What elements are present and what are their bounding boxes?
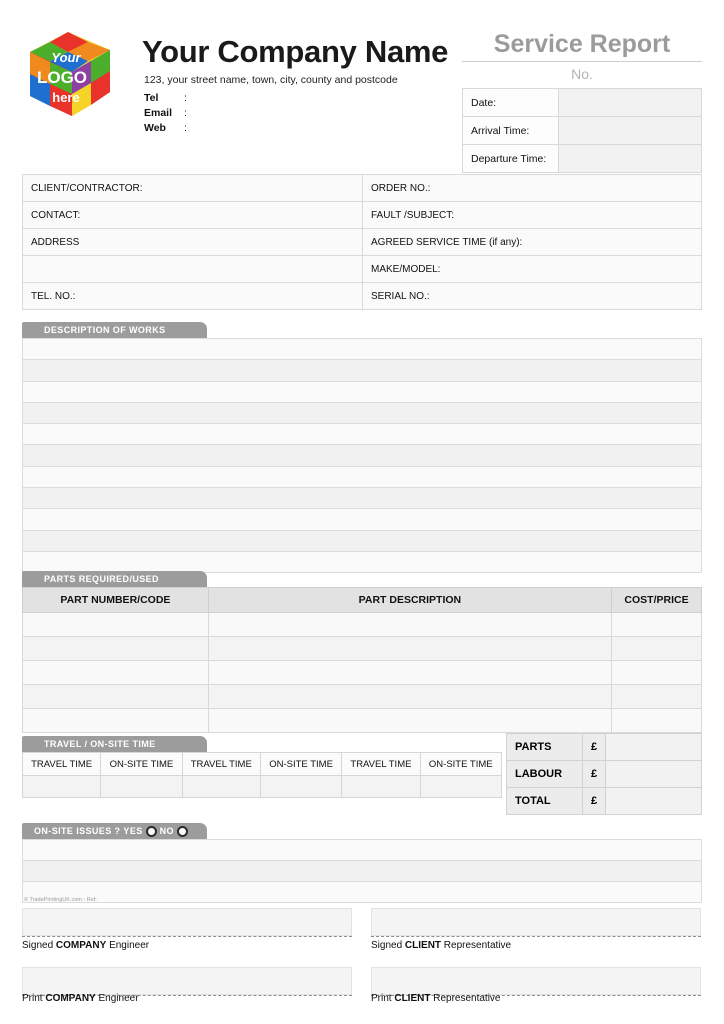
header-info-table [462,88,702,173]
client-details-table [22,174,702,310]
table-row [507,788,702,815]
signed-prefix-1: Signed [22,940,56,951]
web-label: Web [144,122,166,134]
onsite-time-value-2[interactable] [260,776,341,798]
document-header [22,18,702,168]
web-colon: : [184,122,187,134]
agreed-service-time-field[interactable]: AGREED SERVICE TIME (if any): [363,229,702,256]
issues-line[interactable] [23,882,702,903]
fault-subject-field[interactable]: FAULT /SUBJECT: [363,202,702,229]
description-of-works-lines [22,338,702,573]
date-value[interactable] [559,89,702,117]
labour-total-value[interactable] [606,761,702,788]
address-field-continued[interactable] [23,256,363,283]
departure-time-value[interactable] [559,145,702,173]
table-row [23,882,702,903]
onsite-issues-yesno-group [34,826,188,837]
print-prefix-1: Print [22,993,46,1004]
part-cost-cell[interactable] [612,613,702,637]
part-cost-cell[interactable] [612,709,702,733]
travel-onsite-tab [22,736,207,752]
labour-total-label: LABOUR [507,761,583,788]
table-row [23,229,702,256]
grand-total-currency: £ [583,788,606,815]
copyright-notice: © TradePrintingUK.com - Ref: [24,897,97,903]
print-company-engineer-label [22,993,139,1004]
travel-onsite-section [22,736,502,798]
table-row [23,424,702,445]
parts-col-number: PART NUMBER/CODE [23,588,209,613]
description-line[interactable] [23,551,702,572]
print-strong-1: COMPANY [45,993,96,1004]
part-description-cell[interactable] [208,637,611,661]
part-description-cell[interactable] [208,685,611,709]
table-row [23,840,702,861]
contact-field[interactable]: CONTACT: [23,202,363,229]
onsite-issues-no-radio[interactable] [177,826,188,837]
svg-text:LOGO: LOGO [36,68,88,87]
onsite-time-header-3: ON-SITE TIME [420,753,501,776]
table-row [23,175,702,202]
table-row [23,709,702,733]
contact-row-web [144,121,194,136]
description-of-works-section [22,322,702,573]
email-label: Email [144,107,173,119]
onsite-issues-section [22,823,702,903]
signed-strong-1: COMPANY [55,940,107,951]
table-row [23,339,702,360]
svg-text:Your: Your [51,50,81,65]
parts-section [22,571,702,733]
part-number-cell[interactable] [23,661,209,685]
table-row [23,381,702,402]
parts-required-tab-label: PARTS REQUIRED/USED [44,574,159,584]
onsite-issues-tab [22,823,207,839]
table-row [23,202,702,229]
report-number-label: No. [571,66,593,82]
description-line[interactable] [23,466,702,487]
print-client-representative-label [371,993,501,1004]
table-row [23,488,702,509]
onsite-issues-lines [22,839,702,903]
part-description-cell[interactable] [208,709,611,733]
onsite-time-value-1[interactable] [101,776,182,798]
description-line[interactable] [23,381,702,402]
onsite-issues-yes-label: YES [123,826,143,836]
table-row [23,551,702,572]
parts-col-description: PART DESCRIPTION [208,588,611,613]
table-row [23,445,702,466]
table-row [23,256,702,283]
print-prefix-2: Print [371,993,395,1004]
table-row [463,117,702,145]
table-header-row [23,588,702,613]
table-row [507,761,702,788]
print-box-client-representative[interactable] [371,967,701,995]
part-number-cell[interactable] [23,613,209,637]
totals-table [506,733,702,815]
table-row [23,776,502,798]
onsite-time-header-1: ON-SITE TIME [101,753,182,776]
signature-divider-1 [22,936,352,937]
serial-no-field[interactable]: SERIAL NO.: [363,283,702,310]
signature-divider-2 [371,936,701,937]
table-header-row [23,753,502,776]
table-row [507,734,702,761]
print-suffix-2: Representative [430,993,501,1004]
signed-strong-2: CLIENT [404,940,442,951]
table-row [23,530,702,551]
signature-box-company-engineer[interactable] [22,908,352,936]
signed-company-engineer-label [22,940,149,951]
table-row [23,685,702,709]
table-row [463,89,702,117]
part-description-cell[interactable] [208,661,611,685]
travel-time-value-1[interactable] [23,776,101,798]
travel-onsite-tab-label: TRAVEL / ON-SITE TIME [44,739,156,749]
table-row [23,637,702,661]
table-row [23,360,702,381]
labour-total-currency: £ [583,761,606,788]
svg-text:here: here [52,90,80,105]
travel-time-value-3[interactable] [342,776,420,798]
travel-time-table [22,752,502,798]
onsite-issues-yes-radio[interactable] [146,826,157,837]
description-line[interactable] [23,530,702,551]
table-row [23,861,702,882]
description-line[interactable] [23,360,702,381]
parts-total-value[interactable] [606,734,702,761]
onsite-issues-no-label: NO [159,826,174,836]
order-no-field[interactable]: ORDER NO.: [363,175,702,202]
issues-line[interactable] [23,861,702,882]
table-row [23,661,702,685]
parts-table [22,587,702,733]
contact-row-email [144,106,194,121]
travel-time-header-1: TRAVEL TIME [23,753,101,776]
parts-total-label: PARTS [507,734,583,761]
travel-time-value-2[interactable] [182,776,260,798]
arrival-time-value[interactable] [559,117,702,145]
company-logo [22,26,118,122]
travel-time-header-2: TRAVEL TIME [182,753,260,776]
table-row [23,402,702,423]
description-line[interactable] [23,402,702,423]
parts-required-tab [22,571,207,587]
tel-no-field[interactable]: TEL. NO.: [23,283,363,310]
part-number-cell[interactable] [23,637,209,661]
company-name: Your Company Name [142,34,449,69]
travel-time-header-3: TRAVEL TIME [342,753,420,776]
make-model-field[interactable]: MAKE/MODEL: [363,256,702,283]
description-line[interactable] [23,509,702,530]
table-row [23,509,702,530]
onsite-time-value-3[interactable] [420,776,501,798]
tel-label: Tel [144,92,159,104]
part-cost-cell[interactable] [612,661,702,685]
signed-suffix-2: Representative [441,940,512,951]
part-number-cell[interactable] [23,709,209,733]
description-line[interactable] [23,445,702,466]
table-row [23,466,702,487]
table-row [23,613,702,637]
grand-total-label: TOTAL [507,788,583,815]
print-suffix-1: Engineer [95,993,139,1004]
part-description-cell[interactable] [208,613,611,637]
signature-box-client-representative[interactable] [371,908,701,936]
part-number-cell[interactable] [23,685,209,709]
parts-total-currency: £ [583,734,606,761]
table-row [23,283,702,310]
contact-row-tel [144,91,194,106]
description-line[interactable] [23,424,702,445]
description-of-works-tab-label: DESCRIPTION OF WORKS [44,325,166,335]
tel-colon: : [184,92,187,104]
company-address: 123, your street name, town, city, county and postcode [144,74,398,86]
client-contractor-field[interactable]: CLIENT/CONTRACTOR: [23,175,363,202]
description-line[interactable] [23,339,702,360]
print-box-company-engineer[interactable] [22,967,352,995]
company-contact-list [144,91,194,136]
arrival-time-label: Arrival Time: [463,117,559,145]
part-cost-cell[interactable] [612,685,702,709]
departure-time-label: Departure Time: [463,145,559,173]
signed-prefix-2: Signed [371,940,405,951]
table-row [463,145,702,173]
onsite-issues-tab-label: ON-SITE ISSUES ? [34,826,121,836]
grand-total-value[interactable] [606,788,702,815]
part-cost-cell[interactable] [612,637,702,661]
description-line[interactable] [23,488,702,509]
description-of-works-tab [22,322,207,338]
service-report-title: Service Report [462,30,702,62]
signed-client-representative-label [371,940,511,951]
address-field[interactable]: ADDRESS [23,229,363,256]
email-colon: : [184,107,187,119]
onsite-time-header-2: ON-SITE TIME [260,753,341,776]
print-strong-2: CLIENT [394,993,431,1004]
issues-line[interactable] [23,840,702,861]
signed-suffix-1: Engineer [106,940,150,951]
date-label: Date: [463,89,559,117]
parts-col-cost: COST/PRICE [612,588,702,613]
